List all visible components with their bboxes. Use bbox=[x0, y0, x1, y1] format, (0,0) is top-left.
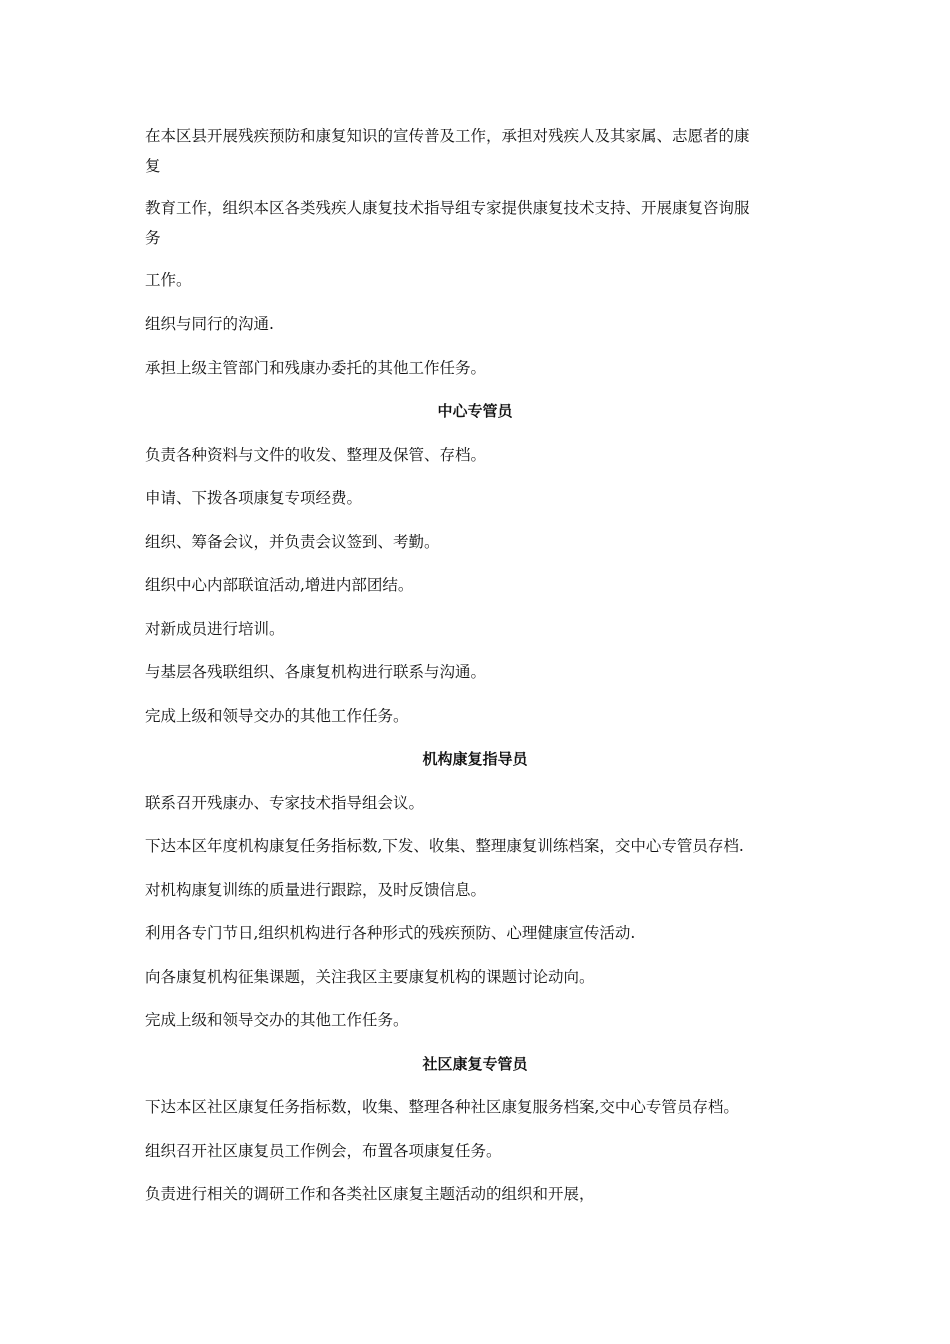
paragraph-line: 利用各专门节日,组织机构进行各种形式的残疾预防、心理健康宣传活动. bbox=[145, 924, 636, 942]
paragraph-line: 复 bbox=[145, 157, 161, 175]
paragraph-line: 组织与同行的沟通. bbox=[145, 315, 274, 333]
paragraph-line: 工作。 bbox=[145, 271, 192, 289]
paragraph-line: 务 bbox=[145, 229, 161, 247]
section-heading-center-manager: 中心专管员 bbox=[437, 402, 513, 420]
paragraph-line: 对机构康复训练的质量进行跟踪，及时反馈信息。 bbox=[145, 881, 487, 899]
paragraph-line: 完成上级和领导交办的其他工作任务。 bbox=[145, 707, 409, 725]
paragraph-line: 下达本区年度机构康复任务指标数,下发、收集、整理康复训练档案，交中心专管员存档. bbox=[145, 837, 744, 855]
section-heading-institution-instructor: 机构康复指导员 bbox=[422, 750, 528, 768]
paragraph-line: 负责各种资料与文件的收发、整理及保管、存档。 bbox=[145, 446, 487, 464]
paragraph-line: 联系召开残康办、专家技术指导组会议。 bbox=[145, 794, 425, 812]
paragraph-line: 在本区县开展残疾预防和康复知识的宣传普及工作，承担对残疾人及其家属、志愿者的康 bbox=[145, 127, 750, 145]
paragraph-line: 组织、筹备会议，并负责会议签到、考勤。 bbox=[145, 533, 440, 551]
paragraph-line: 教育工作，组织本区各类残疾人康复技术指导组专家提供康复技术支持、开展康复咨询服 bbox=[145, 199, 750, 217]
paragraph-line: 组织中心内部联谊活动,增进内部团结。 bbox=[145, 576, 414, 594]
paragraph-line: 承担上级主管部门和残康办委托的其他工作任务。 bbox=[145, 359, 487, 377]
paragraph-line: 与基层各残联组织、各康复机构进行联系与沟通。 bbox=[145, 663, 487, 681]
paragraph-line: 组织召开社区康复员工作例会，布置各项康复任务。 bbox=[145, 1142, 502, 1160]
paragraph-line: 对新成员进行培训。 bbox=[145, 620, 285, 638]
paragraph-line: 申请、下拨各项康复专项经费。 bbox=[145, 489, 363, 507]
paragraph-line: 下达本区社区康复任务指标数，收集、整理各种社区康复服务档案,交中心专管员存档。 bbox=[145, 1098, 739, 1116]
paragraph-line: 负责进行相关的调研工作和各类社区康复主题活动的组织和开展， bbox=[145, 1185, 595, 1203]
section-heading-community-manager: 社区康复专管员 bbox=[422, 1055, 528, 1073]
paragraph-line: 向各康复机构征集课题，关注我区主要康复机构的课题讨论动向。 bbox=[145, 968, 595, 986]
paragraph-line: 完成上级和领导交办的其他工作任务。 bbox=[145, 1011, 409, 1029]
